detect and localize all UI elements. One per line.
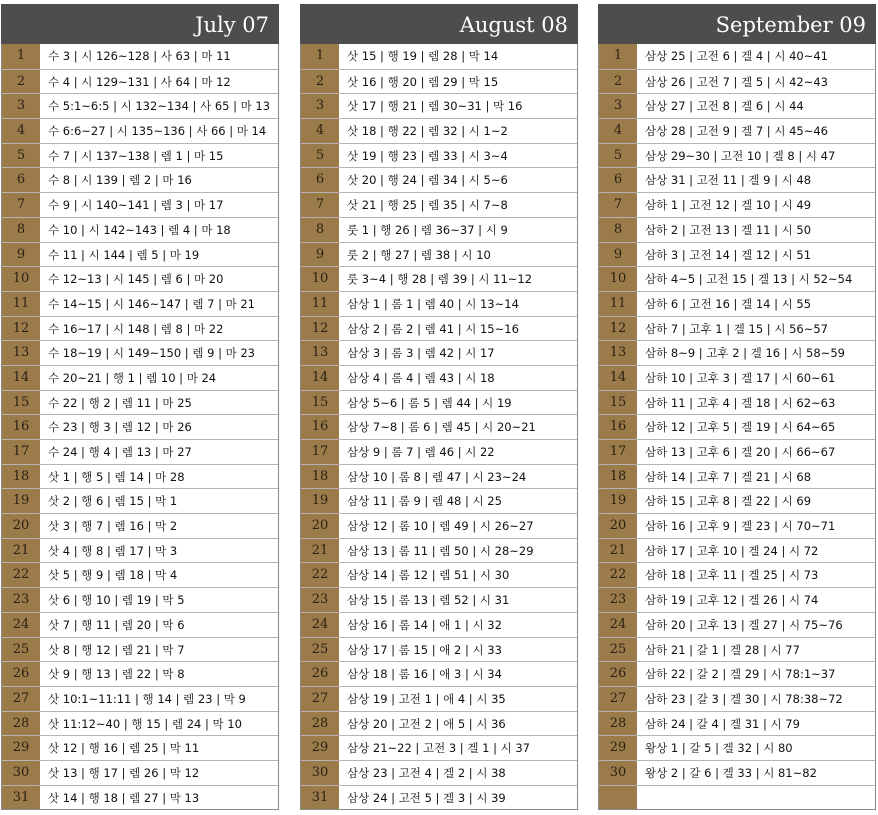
reading-text: 삼하 14 | 고후 7 | 겔 21 | 시 68 [645,469,812,484]
day-number: 28 [301,712,339,736]
reading-text: 삼하 11 | 고후 4 | 겔 18 | 시 62~63 [645,395,836,410]
day-number: 2 [599,70,637,94]
reading-text: 삿 13 | 행 17 | 렘 26 | 막 12 [48,765,200,780]
reading-text: 삼하 23 | 갈 3 | 겔 30 | 시 78:38~72 [645,691,843,706]
reading-text: 삿 4 | 행 8 | 렘 17 | 막 3 [48,543,178,558]
reading-text: 삼하 15 | 고후 8 | 겔 22 | 시 69 [645,494,812,509]
day-number: 9 [301,243,339,267]
day-number: 15 [2,391,40,415]
day-number: 28 [2,712,40,736]
reading-row [599,44,875,69]
reading-text: 삼상 28 | 고전 9 | 겔 7 | 시 45~46 [645,124,829,139]
month-title: September 09 [598,4,876,44]
reading-row [2,464,278,489]
day-number: 22 [599,563,637,587]
reading-text: 수 12~13 | 시 145 | 렘 6 | 마 20 [48,272,224,287]
reading-row [301,686,577,711]
day-number: 10 [301,267,339,291]
reading-text: 룻 1 | 행 26 | 렘 36~37 | 시 9 [347,222,508,237]
reading-row [301,760,577,785]
reading-row [599,118,875,143]
reading-row [2,93,278,118]
reading-row [599,587,875,612]
reading-row [2,291,278,316]
day-number: 24 [599,613,637,637]
day-number: 26 [599,662,637,686]
reading-row [301,562,577,587]
day-number: 30 [2,761,40,785]
day-number: 4 [599,119,637,143]
reading-text: 수 6:6~27 | 시 135~136 | 사 66 | 마 14 [48,124,267,139]
reading-text: 삼상 1 | 롬 1 | 렘 40 | 시 13~14 [347,296,519,311]
reading-row [2,340,278,365]
reading-row [301,711,577,736]
reading-text: 삼상 27 | 고전 8 | 겔 6 | 시 44 [645,99,804,114]
reading-text: 삿 16 | 행 20 | 렘 29 | 막 15 [347,74,499,89]
day-number: 23 [599,588,637,612]
reading-text: 삼상 5~6 | 롬 5 | 렘 44 | 시 19 [347,395,512,410]
reading-text: 삼상 7~8 | 롬 6 | 렘 45 | 시 20~21 [347,420,536,435]
day-number: 5 [301,144,339,168]
reading-row [301,266,577,291]
reading-row [301,661,577,686]
reading-row [301,488,577,513]
reading-row [599,192,875,217]
day-number: 12 [599,317,637,341]
reading-text: 삿 14 | 행 18 | 렘 27 | 막 13 [48,790,200,805]
day-number: 11 [301,292,339,316]
reading-text: 수 18~19 | 시 149~150 | 렘 9 | 마 23 [48,346,256,361]
reading-row [301,340,577,365]
reading-text: 수 20~21 | 행 1 | 렘 10 | 마 24 [48,370,217,385]
reading-text: 삿 11:12~40 | 행 15 | 렘 24 | 막 10 [48,716,242,731]
reading-list [300,44,578,810]
reading-row [599,562,875,587]
reading-row [599,735,875,760]
reading-text: 왕상 2 | 갈 6 | 겔 33 | 시 81~82 [645,765,817,780]
day-number: 14 [301,366,339,390]
reading-text: 룻 3~4 | 행 28 | 렘 39 | 시 11~12 [347,272,533,287]
reading-text: 삼하 12 | 고후 5 | 겔 19 | 시 64~65 [645,420,836,435]
reading-text: 수 16~17 | 시 148 | 렘 8 | 마 22 [48,321,224,336]
day-number: 25 [301,638,339,662]
reading-row [2,587,278,612]
reading-row [599,464,875,489]
reading-row [301,167,577,192]
reading-row [599,538,875,563]
month-august [300,4,578,810]
reading-row [599,513,875,538]
reading-text: 삿 15 | 행 19 | 렘 28 | 막 14 [347,49,499,63]
day-number: 16 [599,415,637,439]
reading-text: 삼하 4~5 | 고전 15 | 겔 13 | 시 52~54 [645,272,853,287]
reading-text: 수 11 | 시 144 | 렘 5 | 마 19 [48,247,200,262]
day-number: 3 [301,94,339,118]
day-number: 15 [301,391,339,415]
reading-text: 삼하 18 | 고후 11 | 겔 25 | 시 73 [645,568,819,583]
reading-text: 삼상 29~30 | 고전 10 | 겔 8 | 시 47 [645,148,836,163]
day-number: 19 [2,489,40,513]
reading-text: 삿 2 | 행 6 | 렘 15 | 막 1 [48,494,178,509]
reading-text: 삼상 23 | 고전 4 | 겔 2 | 시 38 [347,765,506,780]
reading-text: 왕상 1 | 갈 5 | 겔 32 | 시 80 [645,741,793,756]
day-number: 26 [301,662,339,686]
day-number: 3 [599,94,637,118]
reading-row [599,167,875,192]
reading-row [2,316,278,341]
day-number: 25 [599,638,637,662]
day-number: 7 [599,193,637,217]
day-number: 18 [301,465,339,489]
reading-text: 삼하 8~9 | 고후 2 | 겔 16 | 시 58~59 [645,346,845,361]
reading-list [598,44,876,810]
day-number: 29 [2,736,40,760]
reading-row [2,488,278,513]
reading-text: 삼상 3 | 롬 3 | 렘 42 | 시 17 [347,346,495,361]
month-september [598,4,876,810]
reading-text: 삼하 19 | 고후 12 | 겔 26 | 시 74 [645,593,819,608]
reading-row [599,93,875,118]
reading-row [301,143,577,168]
reading-row [301,44,577,69]
reading-text: 수 7 | 시 137~138 | 렘 1 | 마 15 [48,148,224,163]
day-number: 27 [599,687,637,711]
day-number: 19 [599,489,637,513]
reading-row [301,785,577,810]
reading-text: 삿 19 | 행 23 | 렘 33 | 시 3~4 [347,148,508,163]
reading-text: 삼상 13 | 롬 11 | 렘 50 | 시 28~29 [347,543,534,558]
day-number: 3 [2,94,40,118]
reading-row [2,686,278,711]
reading-row [2,760,278,785]
reading-text: 삿 10:1~11:11 | 행 14 | 렘 23 | 막 9 [48,691,246,706]
day-number: 16 [2,415,40,439]
reading-text: 삼상 17 | 롬 15 | 애 2 | 시 33 [347,642,502,657]
day-number: 14 [599,366,637,390]
day-number: 11 [2,292,40,316]
reading-text: 삼하 1 | 고전 12 | 겔 10 | 시 49 [645,198,812,213]
reading-row [2,661,278,686]
day-number: 6 [301,168,339,192]
reading-row [2,538,278,563]
day-number: 27 [301,687,339,711]
reading-text: 삿 3 | 행 7 | 렘 16 | 막 2 [48,519,178,534]
day-number: 9 [599,243,637,267]
reading-text: 삿 21 | 행 25 | 렘 35 | 시 7~8 [347,198,508,213]
reading-row [301,69,577,94]
reading-text: 삼하 10 | 고후 3 | 겔 17 | 시 60~61 [645,370,836,385]
reading-row [301,637,577,662]
reading-row [2,439,278,464]
reading-row [2,266,278,291]
day-number: 1 [2,44,40,69]
reading-row [301,93,577,118]
reading-text: 삼상 24 | 고전 5 | 겔 3 | 시 39 [347,790,506,805]
day-number: 2 [2,70,40,94]
day-number: 25 [2,638,40,662]
reading-row [599,143,875,168]
reading-text: 삿 7 | 행 11 | 렘 20 | 막 6 [48,617,185,632]
reading-text: 삼상 11 | 롬 9 | 렘 48 | 시 25 [347,494,502,509]
month-july [1,4,279,810]
reading-text: 수 24 | 행 4 | 렘 13 | 마 27 [48,445,192,459]
reading-row [599,291,875,316]
reading-row [599,414,875,439]
day-number: 6 [599,168,637,192]
day-number: 7 [301,193,339,217]
day-number: 21 [599,539,637,563]
day-number: 13 [599,341,637,365]
reading-text: 수 8 | 시 139 | 렘 2 | 마 16 [48,173,192,188]
reading-row [599,242,875,267]
reading-row [2,562,278,587]
reading-row [301,217,577,242]
reading-row [301,538,577,563]
reading-row [2,69,278,94]
reading-row [2,735,278,760]
reading-text: 삼상 14 | 롬 12 | 렘 51 | 시 30 [347,568,510,583]
reading-row [301,118,577,143]
reading-text: 수 14~15 | 시 146~147 | 렘 7 | 마 21 [48,296,256,311]
day-number: 7 [2,193,40,217]
day-number: 21 [301,539,339,563]
day-number: 17 [301,440,339,464]
reading-text: 삼상 15 | 롬 13 | 렘 52 | 시 31 [347,593,510,608]
reading-row [2,365,278,390]
month-title: August 08 [300,4,578,44]
day-number: 21 [2,539,40,563]
reading-text: 수 4 | 시 129~131 | 사 64 | 마 12 [48,74,231,89]
reading-row [599,612,875,637]
day-number: 11 [599,292,637,316]
day-number: 5 [599,144,637,168]
reading-row [2,612,278,637]
day-number: 18 [599,465,637,489]
reading-text: 삼하 22 | 갈 2 | 겔 29 | 시 78:1~37 [645,667,836,682]
day-number: 5 [2,144,40,168]
reading-row [2,242,278,267]
reading-text: 삼상 4 | 롬 4 | 렘 43 | 시 18 [347,370,495,385]
reading-row [599,661,875,686]
reading-text: 삿 8 | 행 12 | 렘 21 | 막 7 [48,642,185,657]
day-number: 9 [2,243,40,267]
reading-text: 삿 1 | 행 5 | 렘 14 | 마 28 [48,469,185,484]
reading-row [2,637,278,662]
day-number: 18 [2,465,40,489]
reading-text: 삿 9 | 행 13 | 렘 22 | 막 8 [48,667,185,682]
reading-text: 삿 6 | 행 10 | 렘 19 | 막 5 [48,593,185,608]
reading-text: 삼하 13 | 고후 6 | 겔 20 | 시 66~67 [645,445,836,459]
day-number: 28 [599,712,637,736]
reading-row [301,192,577,217]
reading-text: 삼상 31 | 고전 11 | 겔 9 | 시 48 [645,173,812,188]
day-number: 8 [301,218,339,242]
day-number: 14 [2,366,40,390]
day-number: 1 [301,44,339,69]
reading-row [599,390,875,415]
reading-text: 삼상 12 | 롬 10 | 렘 49 | 시 26~27 [347,519,534,534]
day-number: 8 [599,218,637,242]
reading-row [599,711,875,736]
reading-text: 삿 20 | 행 24 | 렘 34 | 시 5~6 [347,173,508,188]
day-number: 16 [301,415,339,439]
reading-row [301,414,577,439]
day-number: 31 [2,786,40,810]
reading-row [301,365,577,390]
day-number: 13 [301,341,339,365]
reading-text: 삼하 21 | 갈 1 | 겔 28 | 시 77 [645,642,800,657]
reading-list [1,44,279,810]
day-number: 12 [301,317,339,341]
day-number: 1 [599,44,637,69]
day-number: 19 [301,489,339,513]
day-number: 17 [2,440,40,464]
reading-text: 삿 5 | 행 9 | 렘 18 | 막 4 [48,568,178,583]
day-number: 12 [2,317,40,341]
reading-text: 삼상 19 | 고전 1 | 애 4 | 시 35 [347,691,506,706]
reading-text: 수 3 | 시 126~128 | 사 63 | 마 11 [48,49,231,63]
reading-row [301,464,577,489]
reading-text: 삼상 9 | 롬 7 | 렘 46 | 시 22 [347,445,495,459]
reading-text: 삼상 18 | 롬 16 | 애 3 | 시 34 [347,667,502,682]
day-number: 29 [301,736,339,760]
reading-text: 삼상 25 | 고전 6 | 겔 4 | 시 40~41 [645,49,829,63]
reading-row [2,390,278,415]
reading-text: 삼상 10 | 롬 8 | 렘 47 | 시 23~24 [347,469,527,484]
reading-row [599,69,875,94]
reading-row [301,439,577,464]
reading-text: 삼하 2 | 고전 13 | 겔 11 | 시 50 [645,222,812,237]
reading-row [599,439,875,464]
reading-text: 삼상 2 | 롬 2 | 렘 41 | 시 15~16 [347,321,519,336]
day-number: 29 [599,736,637,760]
day-number: 20 [2,514,40,538]
reading-row [2,167,278,192]
reading-text: 삿 17 | 행 21 | 렘 30~31 | 막 16 [347,99,523,114]
reading-row [599,217,875,242]
reading-row [301,735,577,760]
reading-text: 삼상 16 | 롬 14 | 애 1 | 시 32 [347,617,502,632]
reading-text: 삼상 20 | 고전 2 | 애 5 | 시 36 [347,716,506,731]
reading-text: 삼하 3 | 고전 14 | 겔 12 | 시 51 [645,247,812,262]
reading-row [2,414,278,439]
reading-row [2,217,278,242]
reading-row [599,316,875,341]
reading-row [599,637,875,662]
day-number: 13 [2,341,40,365]
day-number: 30 [301,761,339,785]
day-number: 23 [2,588,40,612]
reading-row [599,760,875,785]
reading-text: 수 10 | 시 142~143 | 렘 4 | 마 18 [48,222,231,237]
day-number: 24 [2,613,40,637]
reading-text: 삿 18 | 행 22 | 렘 32 | 시 1~2 [347,124,508,139]
reading-row [301,513,577,538]
reading-row [599,785,875,810]
reading-text: 삿 12 | 행 16 | 렘 25 | 막 11 [48,741,200,756]
reading-row [2,192,278,217]
reading-text [637,786,645,810]
day-number: 2 [301,70,339,94]
reading-row [599,266,875,291]
day-number: 4 [301,119,339,143]
reading-text: 수 23 | 행 3 | 렘 12 | 마 26 [48,420,192,435]
reading-row [599,488,875,513]
day-number: 22 [301,563,339,587]
day-number [599,786,637,810]
day-number: 20 [599,514,637,538]
reading-text: 삼상 21~22 | 고전 3 | 겔 1 | 시 37 [347,741,531,756]
day-number: 27 [2,687,40,711]
reading-row [301,242,577,267]
day-number: 6 [2,168,40,192]
reading-text: 삼하 20 | 고후 13 | 겔 27 | 시 75~76 [645,617,843,632]
month-title: July 07 [1,4,279,44]
day-number: 23 [301,588,339,612]
reading-row [301,316,577,341]
reading-row [2,711,278,736]
reading-row [599,365,875,390]
day-number: 31 [301,786,339,810]
day-number: 15 [599,391,637,415]
day-number: 10 [2,267,40,291]
day-number: 10 [599,267,637,291]
reading-row [599,686,875,711]
reading-row [2,118,278,143]
reading-row [2,143,278,168]
reading-text: 삼하 24 | 갈 4 | 겔 31 | 시 79 [645,716,800,731]
reading-text: 룻 2 | 행 27 | 렘 38 | 시 10 [347,247,491,262]
reading-row [301,390,577,415]
reading-text: 수 9 | 시 140~141 | 렘 3 | 마 17 [48,198,224,213]
reading-text: 삼하 16 | 고후 9 | 겔 23 | 시 70~71 [645,519,836,534]
day-number: 30 [599,761,637,785]
day-number: 17 [599,440,637,464]
day-number: 24 [301,613,339,637]
day-number: 20 [301,514,339,538]
day-number: 4 [2,119,40,143]
reading-text: 삼하 7 | 고후 1 | 겔 15 | 시 56~57 [645,321,829,336]
reading-row [301,612,577,637]
day-number: 22 [2,563,40,587]
reading-row [301,291,577,316]
reading-text: 수 5:1~6:5 | 시 132~134 | 사 65 | 마 13 [48,99,271,114]
reading-text: 삼상 26 | 고전 7 | 겔 5 | 시 42~43 [645,74,829,89]
reading-row [2,785,278,810]
day-number: 26 [2,662,40,686]
reading-text: 삼하 6 | 고전 16 | 겔 14 | 시 55 [645,296,812,311]
reading-row [2,44,278,69]
reading-row [301,587,577,612]
reading-text: 수 22 | 행 2 | 렘 11 | 마 25 [48,395,192,410]
reading-text: 삼하 17 | 고후 10 | 겔 24 | 시 72 [645,543,819,558]
reading-row [599,340,875,365]
day-number: 8 [2,218,40,242]
reading-row [2,513,278,538]
